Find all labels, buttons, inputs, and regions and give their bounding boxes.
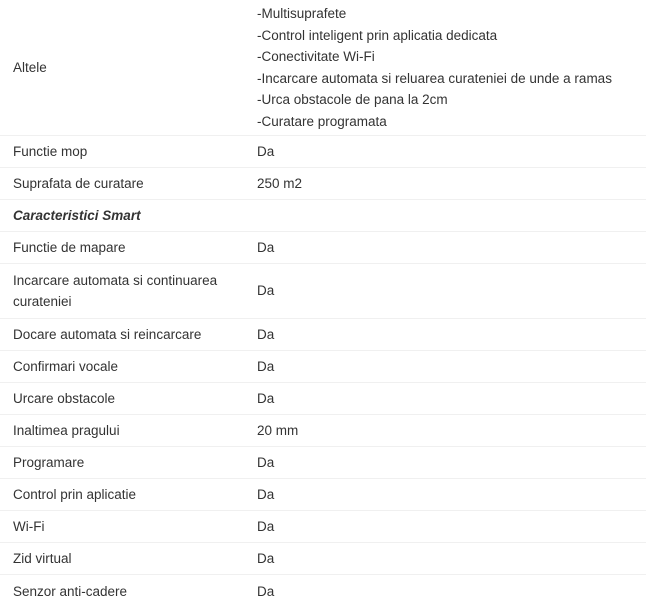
table-row [0, 479, 646, 511]
table-row [0, 264, 646, 319]
list-item: -Control inteligent prin aplicatia dedicata [257, 27, 498, 43]
spec-label: Functie de mapare [0, 232, 244, 264]
list-item: -Incarcare automata si reluarea curateniei de unde a ramas [257, 70, 612, 86]
spec-label: Confirmari vocale [0, 351, 244, 383]
spec-label: Senzor anti-cadere [13, 583, 128, 599]
section-header-row [0, 200, 646, 232]
table-row [0, 383, 646, 415]
table-row [0, 511, 646, 543]
list-item: -Conectivitate Wi-Fi [257, 49, 375, 64]
spec-label: Docare automata si reincarcare [0, 319, 244, 351]
table-row [0, 575, 646, 609]
spec-value: 250 m2 [244, 168, 646, 200]
spec-value: Da [244, 383, 646, 415]
table-row [0, 168, 646, 200]
spec-value: Da [244, 136, 646, 168]
list-item: -Curatare programata [257, 113, 387, 129]
spec-value: Da [244, 511, 646, 543]
spec-value: Da [244, 351, 646, 383]
table-row [0, 351, 646, 383]
section-title: Caracteristici Smart [0, 200, 244, 232]
spec-label: Zid virtual [0, 543, 244, 575]
spec-label: Altele [0, 0, 244, 136]
spec-value-list [244, 0, 646, 136]
spec-label: Programare [0, 447, 244, 479]
table-row [0, 543, 646, 575]
spec-label: Incarcare automata si continuarea curateniei [0, 264, 244, 319]
spec-label: Urcare obstacole [0, 383, 244, 415]
table-row [0, 0, 646, 136]
empty-cell [244, 200, 646, 232]
spec-value: Da [257, 583, 275, 599]
table-row [0, 447, 646, 479]
spec-value: Da [244, 264, 646, 319]
table-row [0, 136, 646, 168]
spec-label: Suprafata de curatare [0, 168, 244, 200]
spec-label: Inaltimea pragului [0, 415, 244, 447]
table-row [0, 232, 646, 264]
spec-label: Control prin aplicatie [0, 479, 244, 511]
table-row [0, 415, 646, 447]
list-item: -Multisuprafete [257, 6, 347, 21]
spec-value: Da [244, 232, 646, 264]
spec-value: Da [244, 479, 646, 511]
spec-value: 20 mm [244, 415, 646, 447]
spec-label: Functie mop [0, 136, 244, 168]
spec-value: Da [244, 447, 646, 479]
table-row [0, 319, 646, 351]
spec-value: Da [244, 543, 646, 575]
list-item: -Urca obstacole de pana la 2cm [257, 92, 448, 107]
spec-value: Da [244, 319, 646, 351]
spec-label: Wi-Fi [0, 511, 244, 543]
